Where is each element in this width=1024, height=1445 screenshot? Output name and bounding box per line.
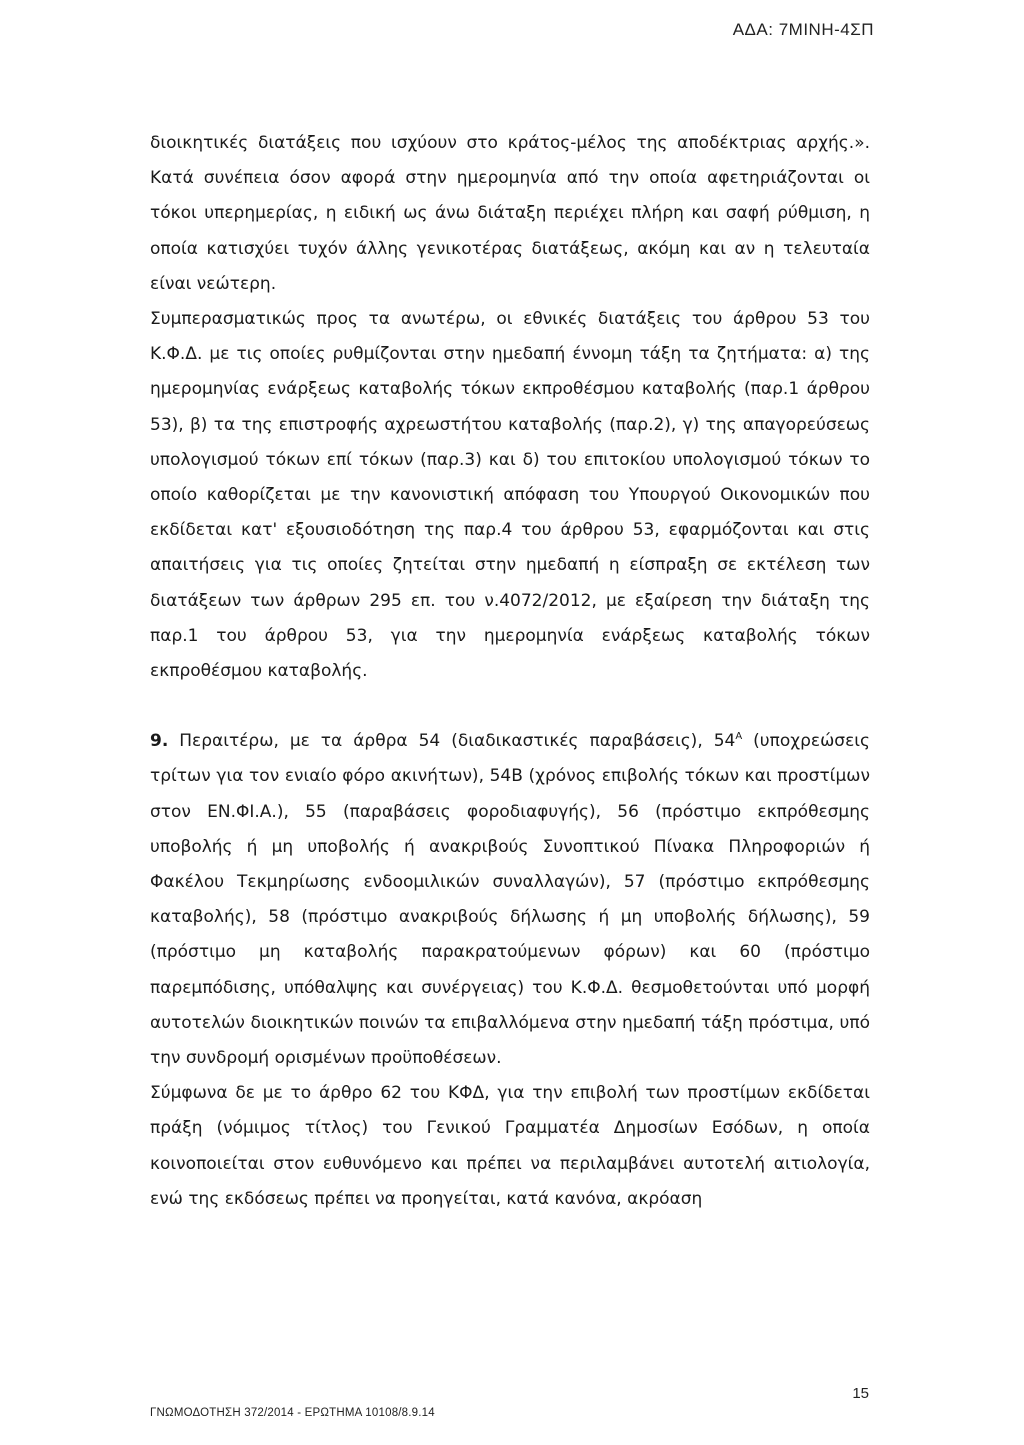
paragraph-conclusion-dates: διοικητικές διατάξεις που ισχύουν στο κράτος-μέλος της αποδέκτριας αρχής.». Κατά συνέπεια όσον αφορά στην ημερομηνία από την οποία αφετηριάζονται οι τόκοι υπερημερίας, η ειδική ως άνω διάταξη περιέχει πλήρη και σαφή ρύθμιση, η οποία κατισχύει τυχόν άλλης γενικοτέρας διατάξεως, ακόμη και αν η τελευταία είναι νεώτερη. xyxy=(150,133,870,294)
paragraph-article-62: Σύμφωνα δε με το άρθρο 62 του ΚΦΔ, για την επιβολή των προστίμων εκδίδεται πράξη (νόμιμος τίτλος) του Γενικού Γραμματέα Δημοσίων Εσόδων, η οποία κοινοποιείται στον ευθυνόμενο και πρέπει να περιλαμβάνει αυτοτελή αιτιολογία, ενώ της εκδόσεως πρέπει να προηγείται, κατά κανόνα, ακρόαση xyxy=(150,1083,870,1209)
body-text xyxy=(150,126,870,1217)
paragraph-number: 9. xyxy=(150,731,169,752)
page-number: 15 xyxy=(852,1385,869,1402)
paragraph-9-text-part2: (υποχρεώσεις τρίτων για τον ενιαίο φόρο ακινήτων), 54Β (χρόνος επιβολής τόκων και προστίμων στον ΕΝ.ΦΙ.Α.), 55 (παραβάσεις φοροδιαφυγής), 56 (πρόστιμο εκπρόθεσμης υποβολής ή μη υποβολής ή ανακριβούς Συνοπτικού Πίνακα Πληροφοριών ή Φακέλου Τεκμηρίωσης ενδοομιλικών συναλλαγών), 57 (πρόστιμο εκπρόθεσμης καταβολής), 58 (πρόστιμο ανακριβούς δήλωσης ή μη υποβολής δήλωσης), 59 (πρόστιμο μη καταβολής παρακρατούμενων φόρων) και 60 (πρόστιμο παρεμπόδισης, υπόθαλψης και συνέργειας) του Κ.Φ.Δ. θεσμοθετούνται υπό μορφή αυτοτελών διοικητικών ποινών τα επιβαλλόμενα στην ημεδαπή τάξη πρόστιμα, υπό την συνδρομή ορισμένων προϋποθέσεων. xyxy=(150,731,870,1069)
paragraph-summary-article-53: Συμπερασματικώς προς τα ανωτέρω, οι εθνικές διατάξεις του άρθρου 53 του Κ.Φ.Δ. με τις οποίες ρυθμίζονται στην ημεδαπή έννομη τάξη τα ζητήματα: α) της ημερομηνίας ενάρξεως καταβολής τόκων εκπροθέσμου καταβολής (παρ.1 άρθρου 53), β) τα της επιστροφής αχρεωστήτου καταβολής (παρ.2), γ) της απαγορεύσεως υπολογισμού τόκων επί τόκων (παρ.3) και δ) του επιτοκίου υπολογισμού τόκων το οποίο καθορίζεται με την κανονιστική απόφαση του Υπουργού Οικονομικών που εκδίδεται κατ' εξουσιοδότηση της παρ.4 του άρθρου 53, εφαρμόζονται και στις απαιτήσεις για τις οποίες ζητείται στην ημεδαπή η είσπραξη σε εκτέλεση των διατάξεων των άρθρων 295 επ. του ν.4072/2012, με εξαίρεση την διάταξη της παρ.1 του άρθρου 53, για την ημερομηνία ενάρξεως καταβολής τόκων εκπροθέσμου καταβολής. xyxy=(150,309,870,682)
ada-code: ΑΔΑ: 7ΜΙΝΗ-4ΣΠ xyxy=(732,20,874,39)
superscript-alpha: Α xyxy=(735,731,743,743)
paragraph-9-text-part1: Περαιτέρω, με τα άρθρα 54 (διαδικαστικές παραβάσεις), 54 xyxy=(168,731,736,752)
footer-reference: ΓΝΩΜΟΔΟΤΗΣΗ 372/2014 - ΕΡΩΤΗΜΑ 10108/8.9.14 xyxy=(150,1407,435,1419)
paragraph-9-penalties xyxy=(150,724,870,1076)
